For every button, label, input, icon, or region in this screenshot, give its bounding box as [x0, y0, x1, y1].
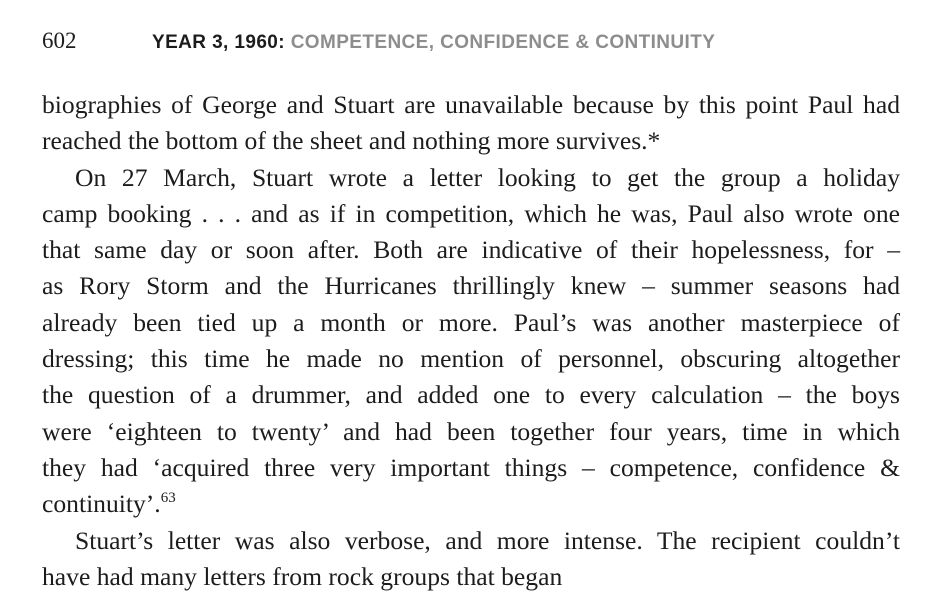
text-line: the question of a drummer, and added one to every calculation – the boys	[42, 380, 900, 410]
text-line-with-footnote	[42, 486, 900, 522]
running-head-year: YEAR 3, 1960:	[152, 32, 285, 53]
text-line: already been tied up a month or more. Paul’s was another masterpiece of	[42, 307, 900, 337]
footnote-reference: 63	[160, 490, 176, 507]
paragraph-start-line: On 27 March, Stuart wrote a letter looking to get the group a holiday	[75, 162, 900, 192]
body-text	[42, 87, 900, 595]
text-line: as Rory Storm and the Hurricanes thrillingly knew – summer seasons had	[42, 271, 900, 301]
running-head-subtitle: COMPETENCE, CONFIDENCE & CONTINUITY	[290, 32, 716, 53]
text-line: dressing; this time he made no mention of personnel, obscuring altogether	[42, 344, 900, 374]
running-head	[152, 31, 715, 55]
text-line: they had ‘acquired three very important things – competence, confidence &	[42, 452, 900, 482]
text-line: have had many letters from rock groups that began	[42, 561, 563, 591]
text-line: biographies of George and Stuart are unavailable because by this point Paul had	[42, 90, 900, 119]
text-line: reached the bottom of the sheet and nothing more survives.*	[42, 126, 661, 156]
text-line: were ‘eighteen to twenty’ and had been together four years, time in which	[42, 416, 900, 446]
page-number: 602	[42, 28, 77, 53]
text-line: camp booking . . . and as if in competition, which he was, Paul also wrote one	[42, 198, 900, 228]
text-line: that same day or soon after. Both are indicative of their hopelessness, for –	[42, 235, 900, 265]
paragraph-start-line: Stuart’s letter was also verbose, and more intense. The recipient couldn’t	[75, 525, 900, 555]
text-line-content: continuity’.	[42, 489, 161, 519]
